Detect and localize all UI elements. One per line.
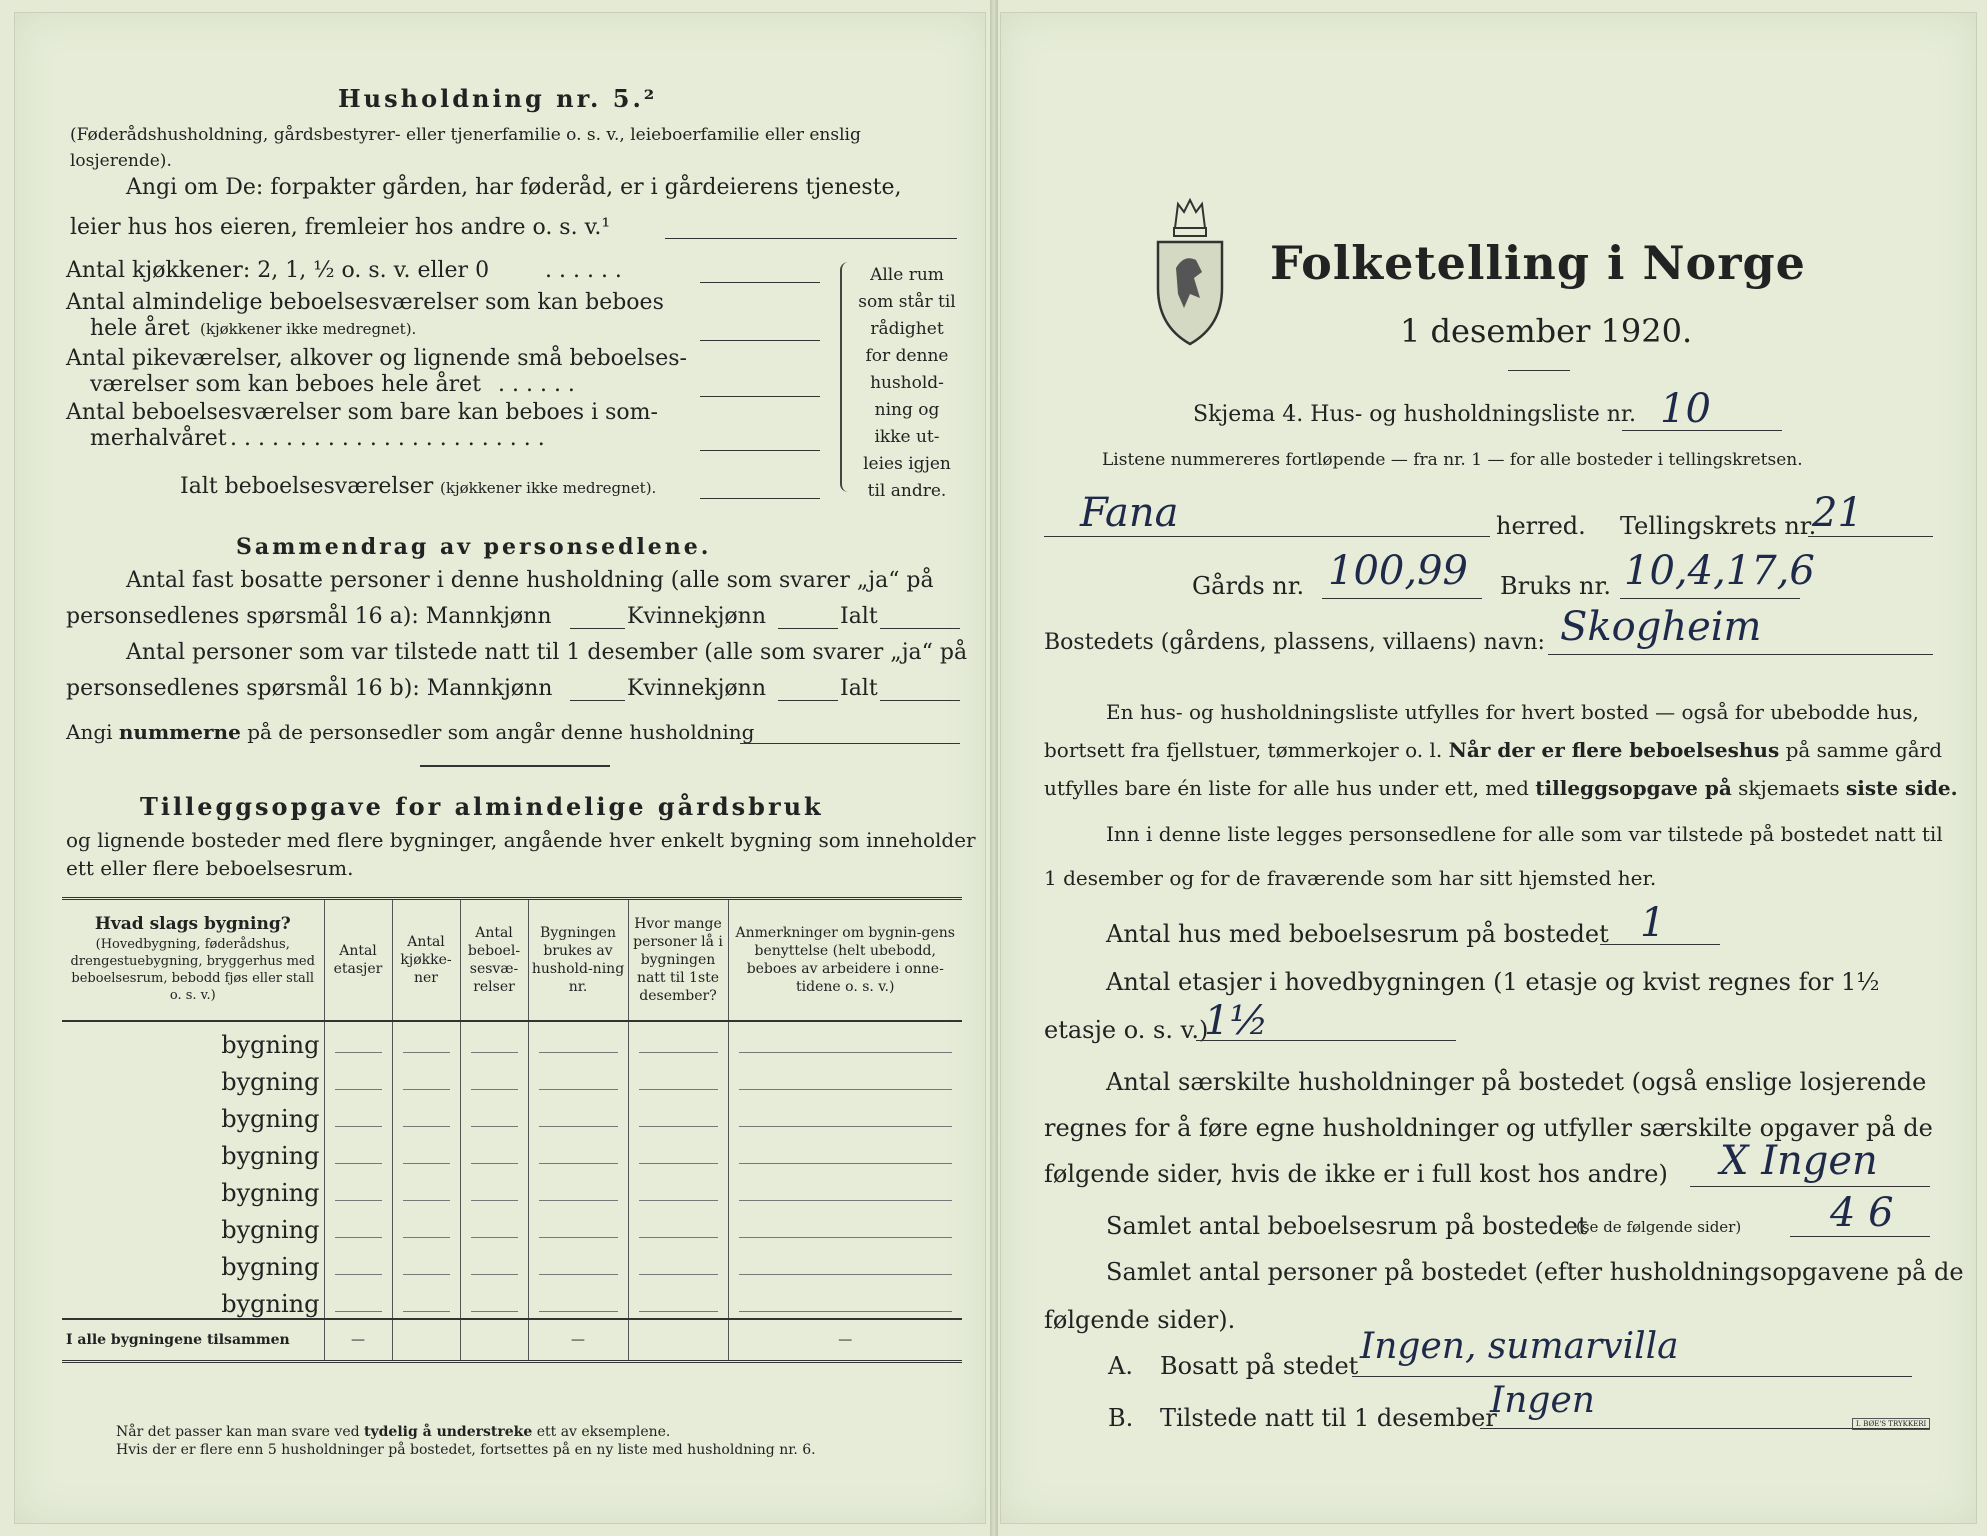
table-header-row xyxy=(62,899,962,1022)
col-header-type: Hvad slags bygning? (Hovedbygning, føderådshus, drengestuebygning, bryggerhus med beboelsesrum, bebodd fjøs eller stall o. s. v.) xyxy=(62,899,324,1022)
sammendrag-title: Sammendrag av personsedlene. xyxy=(236,534,712,560)
col-header-kjokkener: Antal kjøkke-ner xyxy=(392,899,460,1022)
tilst-line-2b: Kvinnekjønn xyxy=(627,676,766,701)
hus-label: Antal hus med beboelsesrum på bostedet xyxy=(1106,920,1609,948)
etasjer-line-2: etasje o. s. v.) xyxy=(1044,1016,1209,1044)
col-header-etasjer: Antal etasjer xyxy=(324,899,392,1022)
table-row: bygning xyxy=(62,1133,962,1170)
fast-line-2b: Kvinnekjønn xyxy=(627,604,766,629)
samlet-rum-label: Samlet antal beboelsesrum på bostedet xyxy=(1106,1212,1588,1240)
tellingskrets-label: Tellingskrets nr. xyxy=(1620,512,1817,540)
alm-line-2: hele året xyxy=(90,316,190,341)
gards-label: Gårds nr. xyxy=(1192,572,1305,600)
tellingskrets-value: 21 xyxy=(1812,490,1863,536)
page-fold xyxy=(990,0,998,1536)
table-sum-row: I alle bygningene tilsammen — — — xyxy=(62,1319,962,1362)
info-p2-line2: 1 desember og for de fraværende som har sitt hjemsted her. xyxy=(1044,866,1657,890)
table-row: bygning xyxy=(62,1021,962,1059)
table-row: bygning xyxy=(62,1059,962,1096)
bruks-label: Bruks nr. xyxy=(1500,572,1611,600)
saerskilte-line-3: følgende sider, hvis de ikke er i full kost hos andre) xyxy=(1044,1160,1668,1188)
fast-line-1: Antal fast bosatte personer i denne husholdning (alle som svarer „ja“ på xyxy=(126,568,934,593)
coat-of-arms-icon xyxy=(1150,198,1230,348)
saerskilte-line-2: regnes for å føre egne husholdninger og utfyller særskilte opgaver på de xyxy=(1044,1114,1933,1142)
table-row: bygning xyxy=(62,1244,962,1281)
printer-stamp: I. BØE'S TRYKKERI xyxy=(1852,1418,1930,1430)
samlet-pers-line-2: følgende sider). xyxy=(1044,1306,1236,1334)
gards-value: 100,99 xyxy=(1328,548,1468,594)
pike-line-2: værelser som kan beboes hele året xyxy=(90,372,481,397)
samlet-pers-line-1: Samlet antal personer på bostedet (efter husholdningsopgavene på de xyxy=(1106,1258,1964,1286)
tilstede-letter: B. xyxy=(1108,1404,1134,1432)
tilstede-value: Ingen xyxy=(1490,1380,1595,1421)
table-row: bygning xyxy=(62,1281,962,1319)
herred-value: Fana xyxy=(1080,490,1179,536)
kjokkener-label: Antal kjøkkener: 2, 1, ½ o. s. v. eller 0 xyxy=(66,258,490,283)
footnote-1: Når det passer kan man svare ved tydelig å understreke ett av eksemplene. xyxy=(116,1424,671,1440)
info-p1-line2: bortsett fra fjellstuer, tømmerkojer o. l. Når der er flere beboelseshus på samme gård xyxy=(1044,738,1943,762)
bruks-value: 10,4,17,6 xyxy=(1624,548,1815,594)
tilst-line-1: Antal personer som var tilstede natt til 1 desember (alle som svarer „ja“ på xyxy=(126,640,968,665)
census-sheet: Husholdning nr. 5.² (Føderådshusholdning, gårdsbestyrer- eller tjenerfamilie o. s. v., leieboerfamilie eller enslig losjerende). Angi om De: forpakter gården, har føderåd, er i gårdeierens tjeneste, leier hus hos eieren, fremleier hos andre o. s. v.¹ Antal kjøkkener: 2, 1, ½ o. s. v. eller 0 . . . . . . Antal almindelige beboelsesværelser som kan beboes hele året (kjøkkener ikke medregnet). Antal pikeværelser, alkover og lignende små beboelses- værelser som kan beboes hele året . . . . . . Antal beboelsesværelser som bare kan beboes i som- merhalvåret . . . . . . . . . . . . . . . . . . . . . . . Ialt beboelsesværelser (kjøkkener ikke medregnet). Alle rum som står til rådighet for denne hushold- ning og ikke ut- leies igjen til andre. Sammendrag av personsedlene. Antal fast bosatte personer i denne husholdning (alle som svarer „ja“ på personsedlenes spørsmål 16 a): Mannkjønn Kvinnekjønn Ialt Antal personer som var tilstede natt til 1 desember (alle som svarer „ja“ på personsedlenes spørsmål 16 b): Mannkjønn Kvinnekjønn Ialt Angi nummerne på de personsedler som angår denne husholdning Tilleggsopgave for almindelige gårdsbruk og lignende bosteder med flere bygninger, angående hver enkelt bygning som inneholder ett eller flere beboelsesrum. Hvad slags bygning? (Hovedbygning, føderådshus, drengestuebygning, bryggerhus med beboelsesrum, bebodd fjøs eller stall o. s. v.) Antal etasjer Antal kjøkke-ner Antal beboel-sesvæ-relser Bygningen brukes av hushold-ning nr. Hvor mange personer lå i bygningen natt til 1ste desember? Anmerkninger om bygnin-gens benyttelse (helt ubebodd, beboes av arbeidere i onne-tidene o. s. v.) bygning bygning bygning bygning bygning bygning bygning bygning I alle bygningene tilsammen — — — Når det passer kan man svare ved tydelig å understreke ett av eksemplene. Hvis der er flere enn 5 husholdninger på bostedet, fortsettes på en ny liste med husholdning nr. 6. Folketelling i Norge 1 desember 1920. Skjema 4. Hus- og husholdningsliste nr. 10 Listene nummereres fortløpende — fra nr. 1 — for alle bosteder i tellingskretsen. Fana herred. Tellingskrets nr. 21 Gårds nr. 100,99 Bruks nr. 10,4,17,6 Bostedets (gårdens, plassens, villaens) navn: Skogheim En hus- og husholdningsliste utfylles for hvert bosted — også for ubebodde hus, bortsett fra fjellstuer, tømmerkojer o. l. Når der er flere beboelseshus på samme gård utfylles bare én liste for alle hus under ett, med tilleggsopgave på skjemaets siste side. Inn i denne liste legges personsedlene for alle som var tilstede på bostedet natt til 1 desember og for de fraværende som har sitt hjemsted her. Antal hus med beboelsesrum på bostedet 1 Antal etasjer i hovedbygningen (1 etasje og kvist regnes for 1½ etasje o. s. v.) 1½ Antal særskilte husholdninger på bostedet (også enslige losjerende regnes for å føre egne husholdninger og utfyller særskilte opgaver på de følgende sider, hvis de ikke er i full kost hos andre) X Ingen Samlet antal beboelsesrum på bostedet (se de følgende sider) 4 6 Samlet antal personer på bostedet (efter husholdningsopgavene på de følgende sider). A. Bosatt på stedet Ingen, sumarvilla B. Tilstede natt til 1 desember Ingen I. BØE'S TRYKKERI xyxy=(0,0,1987,1536)
alm-line-1: Antal almindelige beboelsesværelser som kan beboes xyxy=(66,290,664,315)
info-p1-line1: En hus- og husholdningsliste utfylles for hvert bosted — også for ubebodde hus, xyxy=(1106,700,1919,724)
saerskilte-value: X Ingen xyxy=(1720,1138,1878,1184)
sommer-line-2: merhalvåret xyxy=(90,426,227,451)
fast-line-2c: Ialt xyxy=(840,604,878,629)
ialt-note: (kjøkkener ikke medregnet). xyxy=(440,479,657,497)
etasjer-line-1: Antal etasjer i hovedbygningen (1 etasje og kvist regnes for 1½ xyxy=(1106,968,1880,996)
pike-line-1: Antal pikeværelser, alkover og lignende små beboelses- xyxy=(66,346,687,371)
tillegg-title: Tilleggsopgave for almindelige gårdsbruk xyxy=(140,792,824,821)
bosatt-letter: A. xyxy=(1108,1352,1133,1380)
saerskilte-line-1: Antal særskilte husholdninger på bostedet (også enslige losjerende xyxy=(1106,1068,1927,1096)
sommer-line-1: Antal beboelsesværelser som bare kan beboes i som- xyxy=(66,400,658,425)
table-row: bygning xyxy=(62,1207,962,1244)
angi-line-1: Angi om De: forpakter gården, har føderåd, er i gårdeierens tjeneste, xyxy=(126,175,902,200)
fast-line-2a: personsedlenes spørsmål 16 a): Mannkjønn xyxy=(66,604,552,629)
census-title: Folketelling i Norge xyxy=(1270,236,1806,290)
samlet-rum-note: (se de følgende sider) xyxy=(1576,1218,1742,1236)
info-p1-line3: utfylles bare én liste for alle hus under ett, med tilleggsopgave på skjemaets siste side. xyxy=(1044,776,1958,800)
col-header-brukes: Bygningen brukes av hushold-ning nr. xyxy=(528,899,628,1022)
skjema-line: Skjema 4. Hus- og husholdningsliste nr. xyxy=(1193,402,1636,427)
skjema-nr: 10 xyxy=(1660,386,1711,432)
bosted-label: Bostedets (gårdens, plassens, villaens) navn: xyxy=(1044,630,1545,655)
herred-label: herred. xyxy=(1496,512,1586,540)
etasjer-value: 1½ xyxy=(1204,998,1269,1044)
side-note: Alle rum som står til rådighet for denne hushold- ning og ikke ut- leies igjen til andre. xyxy=(858,265,956,501)
samlet-rum-value: 4 6 xyxy=(1830,1190,1894,1236)
buildings-table xyxy=(62,897,962,1363)
col-header-anmerkninger: Anmerkninger om bygnin-gens benyttelse (helt ubebodd, beboes av arbeidere i onne-tidene o. s. v.) xyxy=(728,899,962,1022)
footnote-2: Hvis der er flere enn 5 husholdninger på bostedet, fortsettes på en ny liste med husholdning nr. 6. xyxy=(116,1442,816,1458)
col-header-personer: Hvor mange personer lå i bygningen natt til 1ste desember? xyxy=(628,899,728,1022)
tillegg-line-1: og lignende bosteder med flere bygninger, angående hver enkelt bygning som inneholder xyxy=(66,828,976,852)
tilst-line-2c: Ialt xyxy=(840,676,878,701)
bosatt-label: Bosatt på stedet xyxy=(1160,1352,1359,1380)
census-date: 1 desember 1920. xyxy=(1400,312,1693,350)
col-header-beboelse: Antal beboel-sesvæ-relser xyxy=(460,899,528,1022)
household-title: Husholdning nr. 5.² xyxy=(338,84,658,113)
angi-line-2: leier hus hos eieren, fremleier hos andre o. s. v.¹ xyxy=(70,215,611,240)
tillegg-line-2: ett eller flere beboelsesrum. xyxy=(66,856,354,880)
bosatt-value: Ingen, sumarvilla xyxy=(1360,1326,1679,1367)
alm-line-2-note: (kjøkkener ikke medregnet). xyxy=(200,320,417,338)
listene-note: Listene nummereres fortløpende — fra nr. 1 — for alle bosteder i tellingskretsen. xyxy=(1102,450,1803,470)
hus-value: 1 xyxy=(1640,900,1666,946)
info-p2-line1: Inn i denne liste legges personsedlene for alle som var tilstede på bostedet natt til xyxy=(1106,822,1943,846)
nummerne-line: Angi nummerne på de personsedler som angår denne husholdning xyxy=(66,720,755,744)
ialt-label: Ialt beboelsesværelser xyxy=(180,474,434,499)
tilstede-label: Tilstede natt til 1 desember xyxy=(1160,1404,1497,1432)
bosted-value: Skogheim xyxy=(1560,604,1762,650)
table-row: bygning xyxy=(62,1170,962,1207)
tilst-line-2a: personsedlenes spørsmål 16 b): Mannkjønn xyxy=(66,676,553,701)
household-subtitle: (Føderådshusholdning, gårdsbestyrer- eller tjenerfamilie o. s. v., leieboerfamilie eller enslig losjerende). xyxy=(70,125,861,171)
table-row: bygning xyxy=(62,1096,962,1133)
